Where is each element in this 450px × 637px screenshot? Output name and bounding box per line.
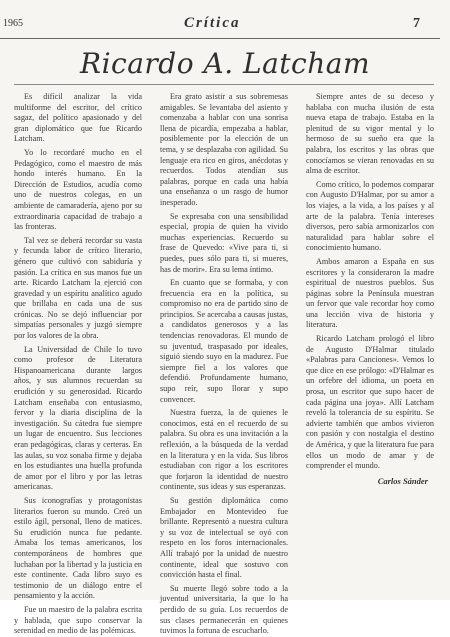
- header-year: 1965: [3, 18, 23, 29]
- paragraph: Fue un maestro de la palabra escrita y hablada, que supo conservar la serenidad en medio de las polémicas.: [14, 604, 142, 636]
- header-section: Crítica: [184, 15, 241, 31]
- article-column-3: [306, 92, 434, 598]
- paragraph: Su muerte llegó sobre todo a la juventud universitaria, la que lo ha perdido de su guía. Los recuerdos de sus clases permanecerán en quienes tuvimos la fortuna de escucharlo.: [160, 583, 288, 636]
- paragraph: Como crítico, lo podemos comparar con Augusto D'Halmar, por su amor a los viajes, a la vida, a los países y al arte de la palabra. Tenía intereses diversos, pero sabía armonizarlos con naturalidad para hablar sobre el conocimiento humano.: [306, 179, 435, 253]
- paragraph: Se expresaba con una sensibilidad especial, propia de quien ha vivido muchas experiencias. Recuerdo su frase de Quevedo: «Vive para ti, si puedes, pues sólo para ti, si mueres, has de morir». Era su lema íntimo.: [160, 211, 288, 274]
- paragraph: Era grato asistir a sus sobremesas amigables. Se levantaba del asiento y comenzaba a hablar con una sonrisa llena de picardía, empezaba a hablar, posiblemente por la elección de un tema, y se desplazaba con agilidad. Su lenguaje era rico en giros, anécdotas y recuerdos. Todos atendían sus palabras, porque en cada una había una enseñanza o un rasgo de humor inesperado.: [160, 92, 288, 207]
- paragraph: Nuestra fuerza, la de quienes le conocimos, está en el recuerdo de su palabra. Su obra es una invitación a la reflexión, a la búsqueda de la verdad en la literatura y en la vida. Sus libros estudiaban con rigor a los escritores que forjaron la identidad de nuestro continente, sus ideas y sus esperanzas.: [160, 408, 288, 492]
- paragraph: Sus iconografías y protagonistas literarios fueron su mundo. Creó un estilo ágil, personal, lleno de matices. Su erudición nunca fue pedante. Amaba los temas americanos, los contemporáneos de hombres que luchaban por la libertad y la justicia en este continente. Cada libro suyo es testimonio de un diálogo entre el pensamiento y la acción.: [14, 495, 142, 601]
- paragraph: En cuanto que se formaba, y con frecuencia era en la política, su compromiso no era de partido sino de principios. Se acercaba a causas justas, a candidatos generosos y a las tendencias renovadoras. El mundo de su juventud, traspasado por ideales, siguió siendo suyo en la madurez. Fue siempre fiel a los valores que defendió. Profundamente humano, supo reír, supo llorar y supo convencer.: [160, 278, 288, 404]
- running-header: [0, 14, 450, 36]
- article-title: Ricardo A. Latcham: [80, 47, 370, 80]
- title-rule: [14, 84, 434, 85]
- page-number: 7: [413, 16, 420, 31]
- paragraph: Ambos amaron a España en sus escritores y la consideraron la madre espiritual de nuestros pueblos. Sus páginas sobre la Península muestran un fervor que vale recordar hoy como una lección viva de historia y literatura.: [306, 256, 434, 330]
- paragraph: La Universidad de Chile lo tuvo como profesor de Literatura Hispanoamericana durante largos años, y sus alumnos recuerdan su erudición y su generosidad. Ricardo Latcham enseñaba con entusiasmo, fervor y la diaria disciplina de la investigación. Su cátedra fue siempre un lugar de encuentro. Sus lecciones eran pedagógicas, claras y certeras. En las aulas, su voz sonaba firme y dejaba en los estudiantes una huella profunda de amor por el libro y por las letras americanas.: [14, 344, 142, 492]
- paragraph: Su gestión diplomática como Embajador en Montevideo fue brillante. Representó a nuestra cultura y su voz de intelectual se oyó con respeto en los foros internacionales. Allí trabajó por la unidad de nuestro continente, ideal que sostuvo con convicción hasta el final.: [160, 495, 288, 580]
- article-column-1: [14, 92, 142, 636]
- paragraph: Yo lo recordaré mucho en el Pedagógico, como el maestro de más hondo interés humano. En la Dirección de Estudios, acudía como uno de nuestros colegas, en un ambiente de camaradería, ajeno por su extraordinaria capacidad de trabajo a las fronteras.: [14, 147, 142, 232]
- author-signature: Carlos Sánder: [377, 475, 428, 486]
- article-column-2: [160, 92, 288, 636]
- paragraph: Es difícil analizar la vida multiforme del escritor, del crítico sagaz, del político apasionado y del gran diplomático que fue Ricardo Latcham.: [14, 92, 142, 144]
- paragraph: Ricardo Latcham prologó el libro de Augusto D'Halmar titulado «Palabras para Canciones». Vemos lo que dice en ese prólogo: «D'Halmar es un orfebre del idioma, un poeta en prosa, un escritor que supo hacer de cada página una joya». Allí Latcham reveló la tolerancia de su espíritu. Se advierte también que ambos vivieron con pasión y con nostalgia el destino de América, y que la literatura fue para ellos un modo de amar y de comprender el mundo.: [306, 334, 434, 471]
- paragraph: Siempre antes de su deceso y hablaba con mucha ilusión de esta nueva etapa de trabajo. Estaba en la plenitud de su vigor mental y lo hermoso de su sueño era que la palabra, los escritos y las obras que conocíamos se vieran renovadas en su alma de escritor.: [306, 92, 434, 176]
- header-rule: [0, 38, 440, 39]
- paragraph: Tal vez se deberá recordar su vasta y fecunda labor de crítico literario, género que cultivó con sabiduría y pasión. La crítica en sus manos fue un arte. Ricardo Latcham la ejerció con gravedad y un espíritu analítico agudo que brillaba en cada una de sus crónicas. No se dejó influenciar por simpatías personales y juzgó siempre por los valores de la obra.: [14, 235, 142, 341]
